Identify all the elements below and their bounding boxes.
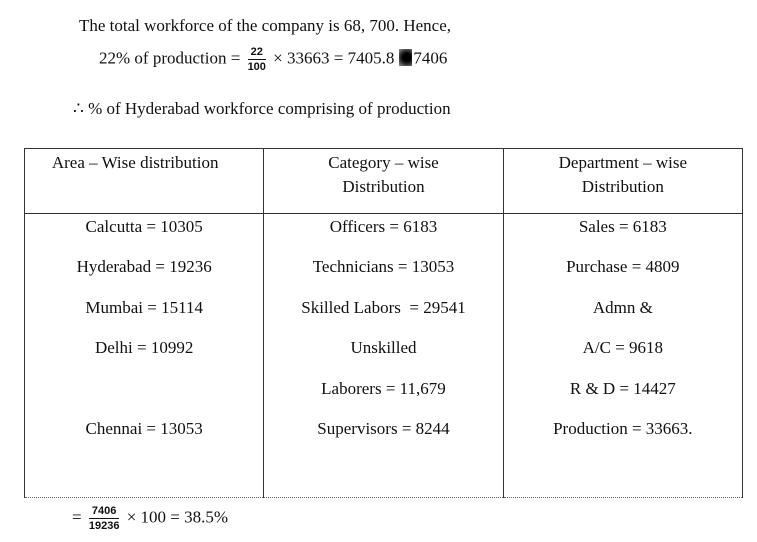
list-item: Supervisors = 8244	[317, 418, 450, 438]
header-category	[264, 149, 503, 214]
cell-list	[25, 214, 263, 458]
final-prefix: =	[72, 507, 82, 527]
approx-icon	[399, 49, 412, 66]
list-item: Calcutta = 10305	[85, 217, 203, 236]
distribution-table	[24, 148, 743, 498]
table-body-row	[25, 214, 743, 498]
fraction-22-over-100	[248, 46, 266, 73]
header-label: Department – wise Distribution	[558, 153, 688, 196]
calc-result: 7406	[413, 48, 448, 68]
cell-list	[504, 214, 742, 458]
intro-line: The total workforce of the company is 68, 700. Hence,	[79, 16, 451, 35]
list-item: A/C = 9618	[582, 338, 664, 358]
fraction-numerator: 22	[248, 46, 266, 60]
list-item: Technicians = 13053	[312, 257, 455, 277]
list-item: Skilled Labors = 29541	[301, 297, 466, 317]
fraction-denominator: 100	[247, 61, 266, 73]
list-item	[25, 378, 263, 418]
fraction-denominator: 19236	[88, 520, 120, 532]
area-column	[25, 214, 264, 498]
list-item: Chennai = 13053	[85, 418, 203, 438]
final-calculation	[72, 505, 228, 532]
category-column	[264, 214, 503, 498]
fraction-numerator: 7406	[89, 505, 120, 519]
header-department	[503, 149, 742, 214]
list-item: Delhi = 10992	[94, 338, 194, 358]
calc-prefix: 22% of production =	[99, 48, 241, 68]
header-area	[25, 149, 264, 214]
fraction-7406-over-19236	[89, 505, 120, 532]
list-item: Hyderabad = 19236	[76, 257, 212, 277]
therefore-line: ∴ % of Hyderabad workforce comprising of production	[73, 99, 451, 118]
header-label: Category – wise Distribution	[328, 153, 439, 196]
production-calculation	[99, 46, 447, 73]
cell-list	[264, 214, 502, 458]
list-item: Purchase = 4809	[566, 257, 680, 277]
list-item: Laborers = 11,679	[321, 378, 446, 398]
table-header-row	[25, 149, 743, 214]
list-item: R & D = 14427	[569, 378, 676, 398]
header-label: Area – Wise distribution	[51, 153, 219, 172]
list-item: Sales = 6183	[578, 217, 667, 236]
calc-suffix: × 33663 = 7405.8	[273, 48, 395, 68]
list-item: Officers = 6183	[329, 217, 438, 236]
final-suffix: × 100 = 38.5%	[126, 507, 229, 527]
list-item: Admn &	[592, 297, 653, 317]
list-item: Mumbai = 15114	[85, 297, 203, 317]
list-item: Production = 33663.	[553, 418, 693, 438]
list-item: Unskilled	[350, 338, 417, 358]
department-column	[503, 214, 742, 498]
